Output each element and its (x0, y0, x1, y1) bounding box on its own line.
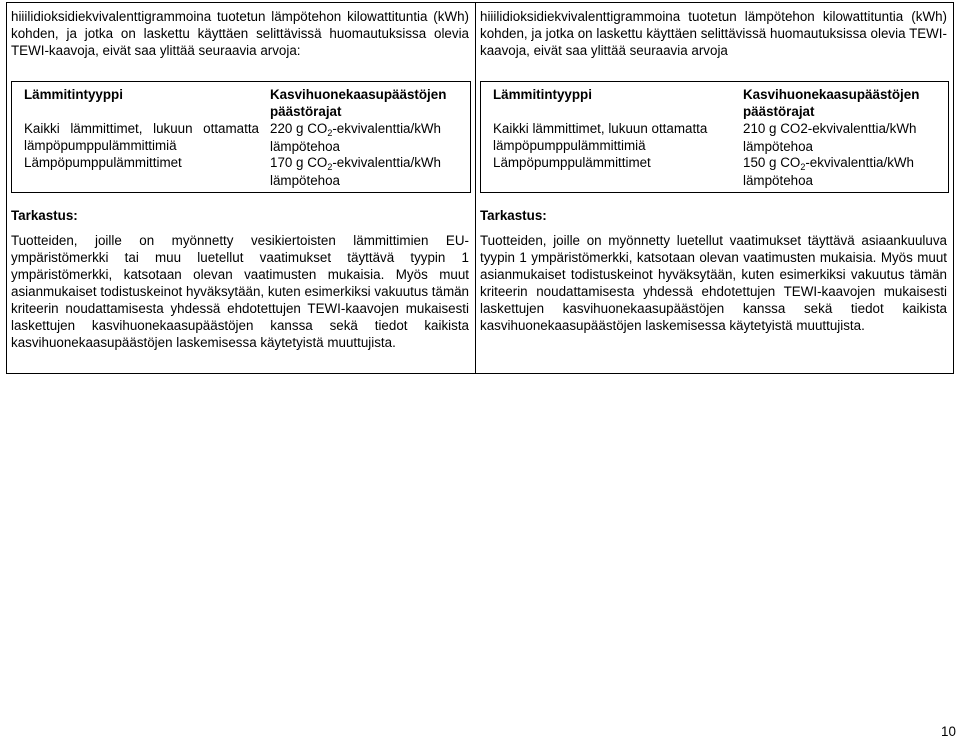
right-row-2-value (743, 154, 948, 189)
left-intro-text: hiiilidioksidiekvivalenttigrammoina tuotetun lämpötehon kilowattituntia (kWh) kohden, ja jotka on laskettu käyttäen selittävissä huomautuksissa olevia TEWI-kaavoja, eivät saa ylittää seuraavia arvoja: (11, 9, 469, 58)
right-header-limit: Kasvihuonekaasupäästöjen päästörajat (743, 87, 920, 119)
right-row-2-value-prefix: 150 g CO (743, 155, 801, 170)
left-row-2-value-prefix: 170 g CO (270, 155, 328, 170)
right-row-1-value (743, 120, 948, 155)
left-row-2-type: Lämpöpumppulämmittimet (24, 155, 182, 170)
page-number: 10 (941, 724, 956, 739)
left-limits-table (11, 81, 471, 193)
left-column (7, 3, 476, 373)
right-intro-text: hiiilidioksidiekvivalenttigrammoina tuotetun lämpötehon kilowattituntia (kWh) kohden, ja jotka on laskettu käyttäen selittävissä huomautuksissa olevia TEWI-kaavoja, eivät saa ylittää seuraavia arvoja (480, 9, 947, 58)
right-check-body: Tuotteiden, joille on myönnetty luetellut vaatimukset täyttävä asiaankuuluva tyypin 1 ympäristömerkki, katsotaan olevan vaatimusten mukaisia. Myös muut asianmukaiset todistuskeinot hyväksytään, kuten esimerkiksi vakuutus tämän kriteerin noudattamisesta yhdessä ehdotettujen TEWI-kaavojen mukaisesti laskettujen kasvihuonekaasupäästöjen kanssa sekä tiedot kaikista kasvihuonekaasupäästöjen laskemisessa käytetyistä muuttujista. (480, 233, 947, 333)
left-check-title: Tarkastus: (11, 208, 78, 223)
comparison-table (6, 2, 954, 374)
left-row-1-value-suffix: -ekvivalenttia/kWh (332, 121, 441, 136)
right-check-title: Tarkastus: (480, 208, 547, 223)
left-header-limit: Kasvihuonekaasupäästöjen päästörajat (270, 87, 447, 119)
left-row-1-value-prefix: 220 g CO (270, 121, 328, 136)
left-row-2-value-sub: 2 (327, 162, 333, 172)
left-row-1-value (270, 120, 470, 155)
left-row-1-type: Kaikki lämmittimet, lukuun ottamatta lämpöpumppulämmittimiä (24, 121, 259, 153)
right-header-type: Lämmitintyyppi (493, 87, 592, 102)
left-row-2-value (270, 154, 470, 189)
right-row-1-value-prefix: 210 g CO2-ekvivalenttia/kWh (743, 121, 917, 136)
left-row-2-value-suffix: -ekvivalenttia/kWh (332, 155, 441, 170)
left-row-2-value-line2: lämpötehoa (270, 173, 340, 188)
right-row-2-value-sub: 2 (800, 162, 806, 172)
right-row-1-value-line2: lämpötehoa (743, 139, 813, 154)
right-row-2-value-suffix: -ekvivalenttia/kWh (805, 155, 914, 170)
right-row-2-type: Lämpöpumppulämmittimet (493, 155, 651, 170)
left-check-body: Tuotteiden, joille on myönnetty vesikiertoisten lämmittimien EU-ympäristömerkki tai muu luetellut vaatimukset täyttävä tyypin 1 ympäristömerkki, katsotaan olevan vaatimusten mukaisia. Myös muut asianmukaiset todistuskeinot hyväksytään, kuten esimerkiksi vakuutus tämän kriteerin noudattamisesta yhdessä ehdotettujen TEWI-kaavojen mukaisesti laskettujen kasvihuonekaasupäästöjen kanssa sekä tiedot kaikista kasvihuonekaasupäästöjen laskemisessa käytetyistä muuttujista. (11, 233, 469, 350)
right-limits-table (480, 81, 949, 193)
right-column (476, 3, 954, 373)
left-header-type: Lämmitintyyppi (24, 87, 123, 102)
right-row-1-type: Kaikki lämmittimet, lukuun ottamatta lämpöpumppulämmittimiä (493, 121, 708, 153)
right-row-2-value-line2: lämpötehoa (743, 173, 813, 188)
left-row-1-value-line2: lämpötehoa (270, 139, 340, 154)
left-row-1-value-sub: 2 (327, 128, 333, 138)
